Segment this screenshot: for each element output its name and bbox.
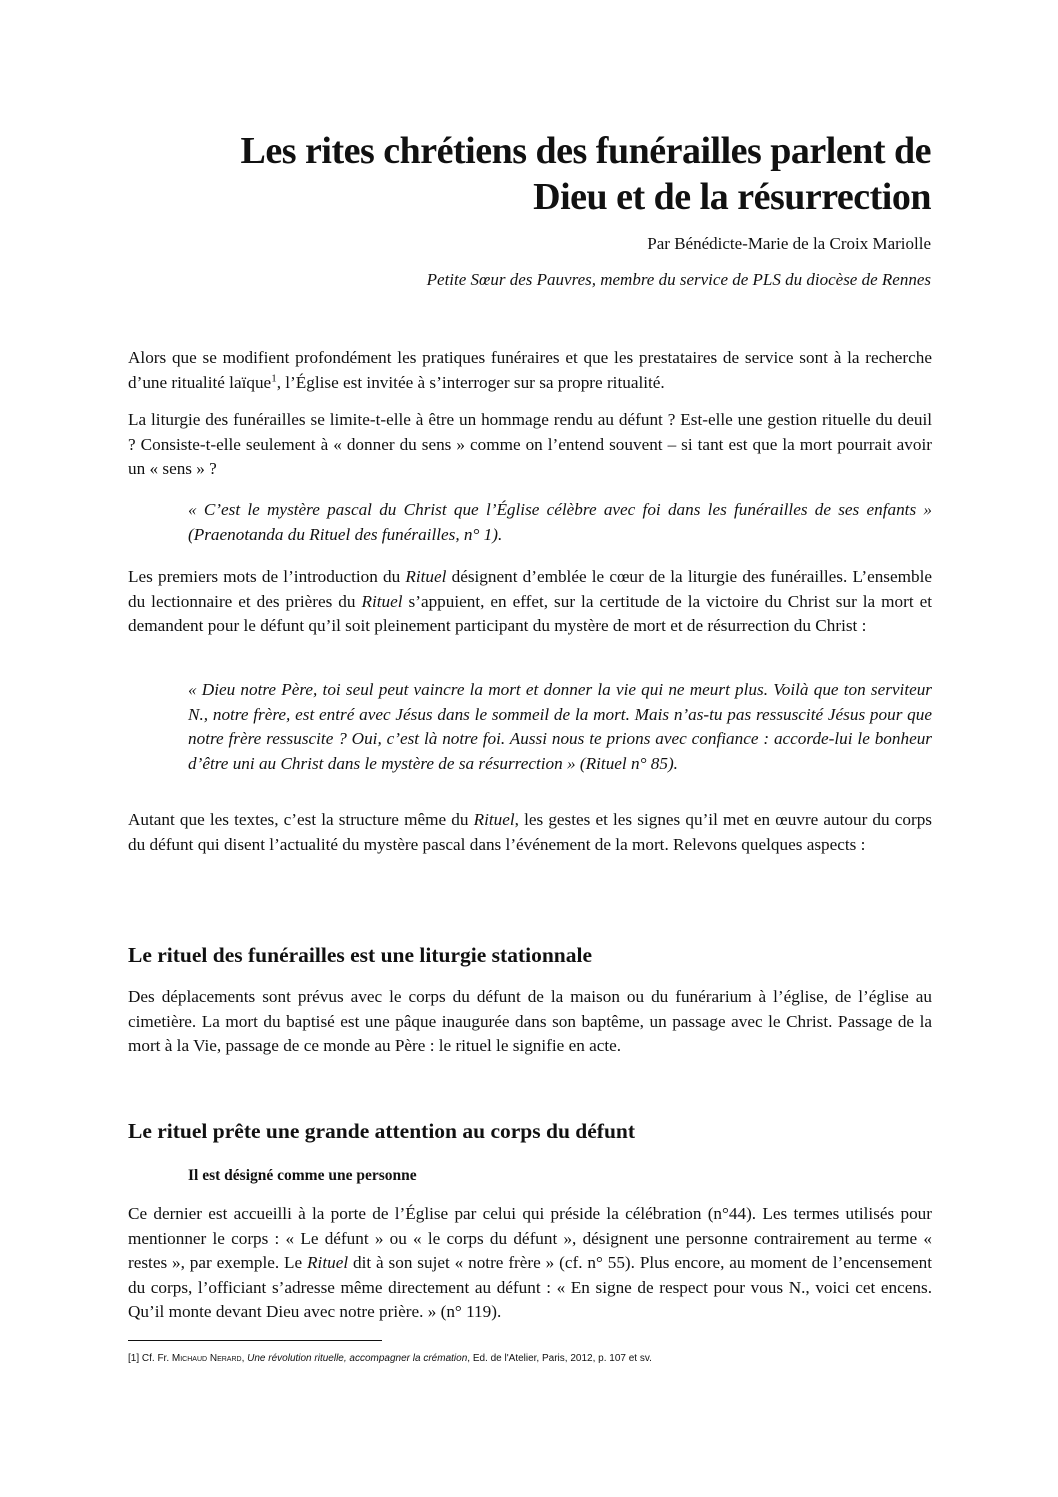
footnote-separator-text: , [241,1353,248,1364]
para4-text-b: , les gestes et les signes qu’il met en œuvre autour du corps du défunt qui disent l’actualité du mystère pascal dans l’événement de la mort. Relevons quelques aspects : [128,810,933,854]
section-heading-stationnale: Le rituel des funérailles est une liturgie stationnale [128,943,593,967]
para1-text-b: , l’Église est invitée à s’interroger sur sa propre ritualité. [276,372,665,392]
para5-text: Des déplacements sont prévus avec le corps du défunt de la maison ou du funérarium à l’église, de l’église au cimetière. La mort du baptisé est une pâque inaugurée dans son baptême, un passage avec le Christ. Passage de la mort à la Vie, passage de ce monde au Père : le rituel le signifie en acte. [128,987,932,1055]
footnote-book-title: Une révolution rituelle, accompagner la crémation [247,1353,468,1364]
title-line-2: Dieu et de la résurrection [533,176,931,218]
para3-text-c: s’appuient, en effet, sur la certitude de la victoire du Christ sur la mort et demandent pour le défunt qu’il soit pleinement participant du mystère de mort et de résurrection du Christ : [128,591,933,635]
paragraph-structure [128,808,932,857]
para4-text-a: Autant que les textes, c’est la structure même du [128,810,474,829]
subsection-heading-personne: Il est désigné comme une personne [188,1167,417,1184]
para6-text-b: dit à son sujet « notre frère » (cf. n° 55). Plus encore, au moment de l’encensement du corps, l’officiant s’adresse même directement au défunt : « En signe de respect pour vous N., voici cet encens. Qu’il monte devant Dieu avec notre prière. » (n° 119). [128,1253,932,1321]
footnote-author: Michaud Nerard [171,1353,242,1364]
section-heading-corps: Le rituel prête une grande attention au corps du défunt [128,1119,636,1143]
footnote-publisher: , Ed. de l'Atelier, Paris, 2012, p. 107 et sv. [467,1353,652,1364]
para6-text-a: Ce dernier est accueilli à la porte de l’Église par celui qui préside la célébration (n°44). Les termes utilisés pour mentionner le corps : « Le défunt » ou « le corps du défunt », désignent une personne contrairement au terme « restes », par exemple. Le [128,1204,932,1272]
paragraph-rituel [128,565,932,639]
paragraph-intro [128,346,932,395]
author-byline: Par Bénédicte-Marie de la Croix Mariolle [647,234,931,253]
para1-text-a: Alors que se modifient profondément les pratiques funéraires et que les prestataires de service sont à la recherche d’une ritualité laïque [128,348,932,392]
footnote-ref[interactable]: 1 [271,371,277,384]
paragraph-accueil [128,1202,932,1325]
paragraph-deplacements [128,985,932,1059]
rituel-italic: Rituel [361,591,403,611]
rituel-italic: Rituel [473,810,515,829]
para2-text: La liturgie des funérailles se limite-t-elle à être un hommage rendu au défunt ? Est-elle une gestion rituelle du deuil ? Consiste-t-elle seulement à « donner du sens » comme on l’entend souvent – si tant est que la mort pourrait avoir un « sens » ? [128,410,932,478]
rituel-italic: Rituel [307,1253,349,1272]
footnote-1 [128,1353,652,1364]
footnote-separator [128,1340,382,1341]
para3-text-b: désignent d’emblée le cœur de la liturgie des funérailles. L’ensemble du lectionnaire et des prières du [128,567,932,611]
footnote-number: [1] Cf. Fr. [128,1353,172,1364]
rituel-italic: Rituel [405,567,447,586]
para3-text-a: Les premiers mots de l’introduction du [128,567,406,586]
page-title [111,128,931,220]
title-line-1: Les rites chrétiens des funérailles parlent de [240,130,931,172]
quote-prayer: « Dieu notre Père, toi seul peut vaincre la mort et donner la vie qui ne meurt plus. Voilà que ton serviteur N., notre frère, est entré avec Jésus dans le sommeil de la mort. Mais n’as-tu pas ressuscité Jésus pour que notre frère ressuscite ? Oui, c’est là notre foi. Aussi nous te prions avec confiance : accorde-lui le bonheur d’être uni au Christ dans le mystère de sa résurrection » (Rituel n° 85). [188,680,932,773]
quote-praenotanda: « C’est le mystère pascal du Christ que l’Église célèbre avec foi dans les funérailles de ses enfants » (Praenotanda du Rituel des funérailles, n° 1). [188,500,932,544]
author-affiliation: Petite Sœur des Pauvres, membre du service de PLS du diocèse de Rennes [426,270,931,289]
paragraph-questions [128,408,932,482]
